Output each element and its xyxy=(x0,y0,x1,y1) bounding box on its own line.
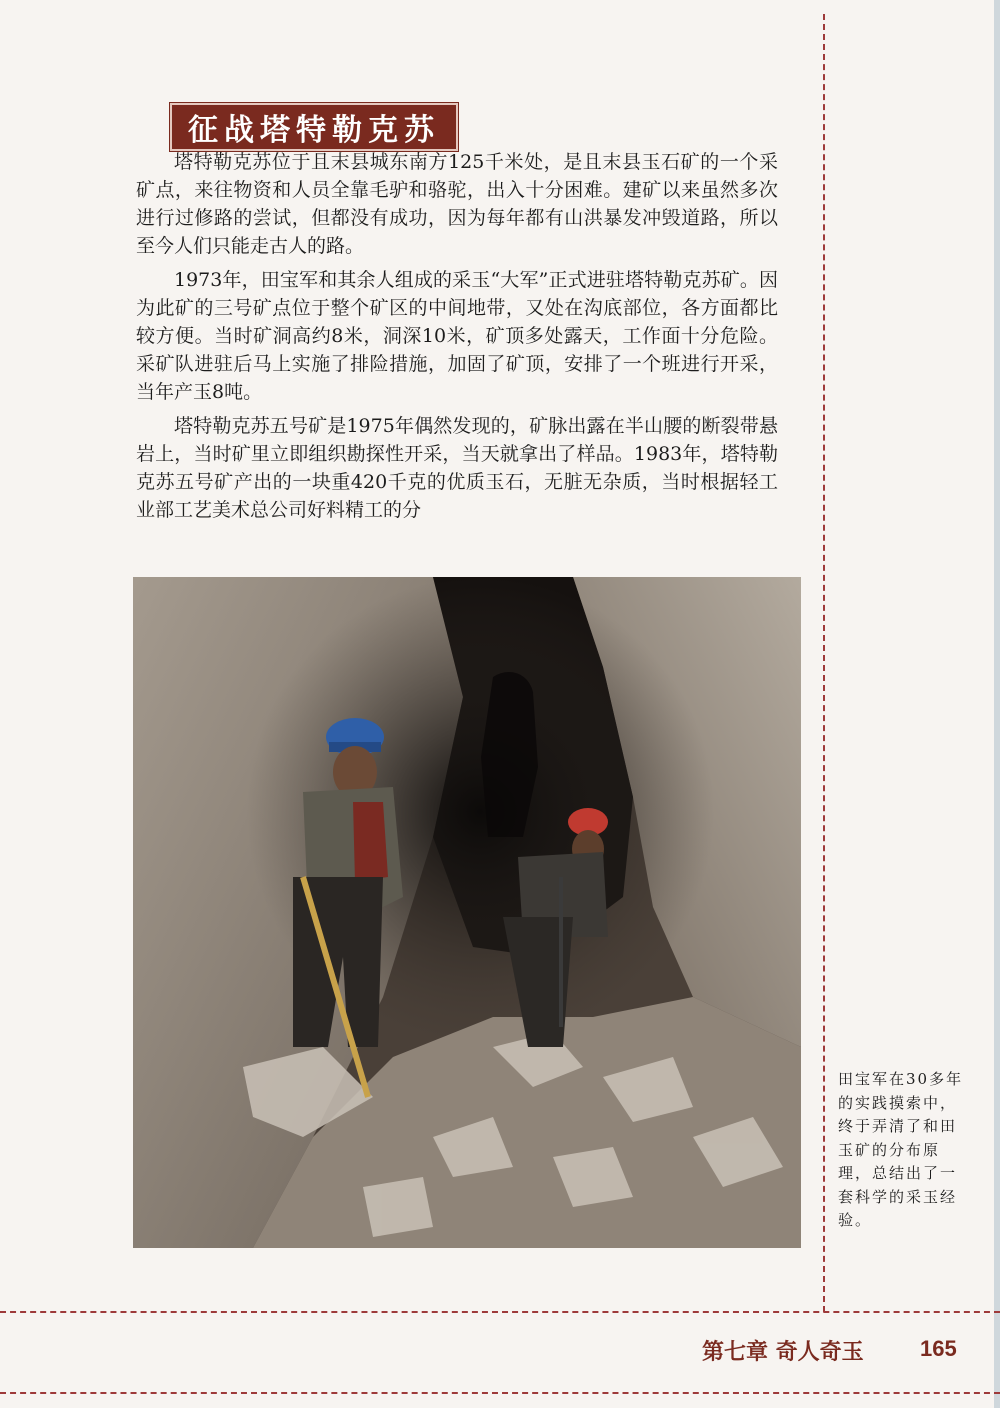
paragraph-3: 塔特勒克苏五号矿是1975年偶然发现的，矿脉出露在半山腰的断裂带悬岩上，当时矿里立即组织勘探性开采，当天就拿出了样品。1983年，塔特勒克苏五号矿产出的一块重420千克的优质玉石，无脏无杂质，当时根据轻工业部工艺美术总公司好料精工的分 xyxy=(136,415,778,521)
body-text xyxy=(136,148,778,524)
chapter-title: 第七章 奇人奇玉 xyxy=(702,1339,864,1365)
dashed-frame-horizontal xyxy=(0,1311,1000,1313)
page-edge-strip xyxy=(994,0,1000,1408)
dashed-frame-bottom xyxy=(0,1392,1000,1394)
section-title: 征战塔特勒克苏 xyxy=(188,113,440,148)
mine-photo xyxy=(133,577,801,1248)
paragraph-1: 塔特勒克苏位于且末县城东南方125千米处，是且末县玉石矿的一个采矿点，来往物资和人员全靠毛驴和骆驼，出入十分困难。建矿以来虽然多次进行过修路的尝试，但都没有成功，因为每年都有山洪暴发冲毁道路，所以至今人们只能走古人的路。 xyxy=(136,151,778,257)
photo-caption: 田宝军在30多年的实践摸索中，终于弄清了和田玉矿的分布原理，总结出了一套科学的采玉经验。 xyxy=(838,1070,964,1229)
page-number: 165 xyxy=(920,1336,957,1361)
paragraph-2: 1973年，田宝军和其余人组成的采玉“大军”正式进驻塔特勒克苏矿。因为此矿的三号矿点位于整个矿区的中间地带，又处在沟底部位，各方面都比较方便。当时矿洞高约8米，洞深10米，矿顶多处露天，工作面十分危险。采矿队进驻后马上实施了排险措施，加固了矿顶，安排了一个班进行开采，当年产玉8吨。 xyxy=(136,269,778,403)
mine-photo-illustration xyxy=(133,577,801,1248)
dashed-frame-vertical xyxy=(823,14,825,1312)
section-title-banner xyxy=(170,103,458,151)
